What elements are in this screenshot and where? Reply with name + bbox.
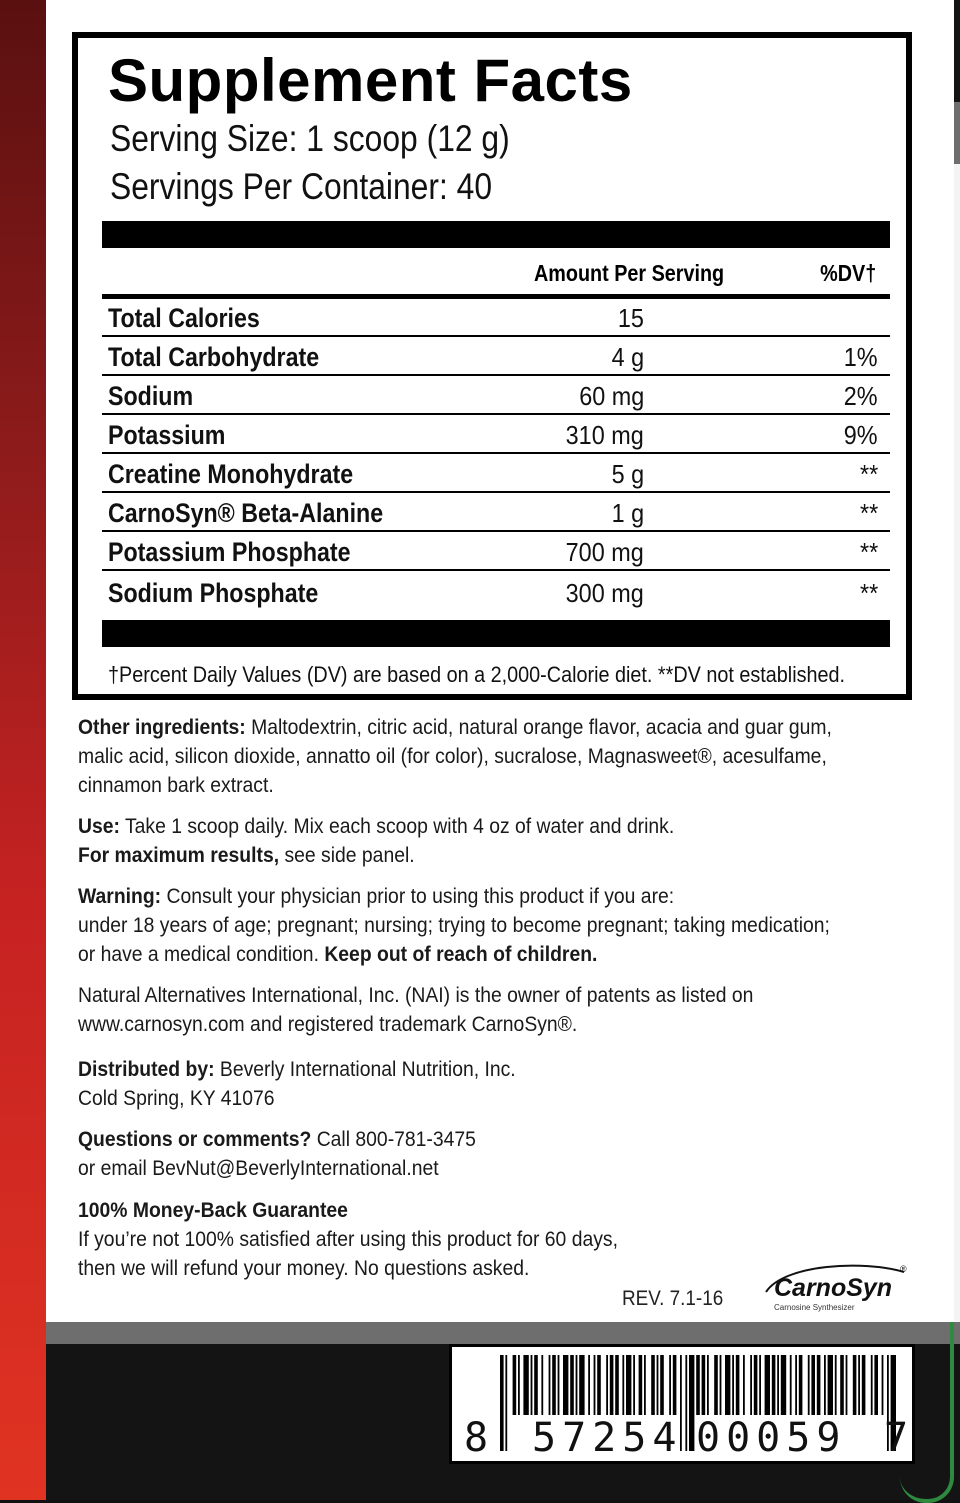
barcode-bar — [626, 1355, 631, 1415]
patent-line: www.carnosyn.com and registered trademark CarnoSyn®. — [78, 1012, 578, 1036]
barcode-bar — [846, 1355, 848, 1415]
distributor-section — [78, 1055, 516, 1113]
nutrient-name: Potassium Phosphate — [108, 537, 351, 567]
barcode — [449, 1344, 915, 1464]
thick-divider-bottom — [102, 620, 890, 647]
questions-section — [78, 1125, 476, 1183]
nutrient-amount: 4 g — [611, 342, 644, 372]
barcode-bar — [588, 1355, 590, 1415]
barcode-bar — [795, 1355, 797, 1415]
barcode-bar — [594, 1355, 596, 1415]
barcode-check-digit: 7 — [884, 1415, 909, 1461]
barcode-bar — [707, 1355, 709, 1415]
barcode-bar — [828, 1355, 833, 1415]
barcode-bar — [523, 1355, 528, 1415]
barcode-bar — [743, 1355, 745, 1415]
barcode-bar — [651, 1355, 655, 1415]
barcode-bar — [644, 1355, 646, 1415]
guarantee-line: then we will refund your money. No questions asked. — [78, 1256, 530, 1280]
nutrient-name: Sodium Phosphate — [108, 578, 319, 608]
other-ingredients-line: malic acid, silicon dioxide, annatto oil (for color), sucralose, Magnasweet®, acesulfame, — [78, 744, 827, 768]
red-side-strip — [0, 0, 46, 1500]
barcode-bar — [696, 1355, 700, 1415]
carnosyn-logo — [754, 1258, 914, 1318]
patent-notice — [78, 981, 753, 1039]
barcode-bar — [579, 1355, 584, 1415]
distributor-label: Distributed by: — [78, 1057, 215, 1081]
barcode-bar — [513, 1355, 517, 1415]
supplement-facts-box — [72, 32, 912, 700]
bottom-gray-band — [0, 1322, 960, 1344]
barcode-bar — [669, 1355, 671, 1415]
table-row — [102, 338, 890, 376]
barcode-bar — [541, 1355, 543, 1415]
barcode-bar — [759, 1355, 761, 1415]
barcode-bar — [862, 1355, 866, 1415]
barcode-bar — [817, 1355, 821, 1415]
warning-line: or have a medical condition. — [78, 942, 325, 966]
nutrient-amount: 310 mg — [565, 420, 644, 450]
barcode-bar — [673, 1355, 677, 1415]
barcode-bar — [563, 1355, 568, 1415]
barcode-bar — [736, 1355, 740, 1415]
guarantee-line: If you’re not 100% satisfied after using this product for 60 days, — [78, 1227, 618, 1251]
use-text: Take 1 scoop daily. Mix each scoop with 4 oz of water and drink. — [119, 814, 675, 838]
barcode-bar — [882, 1355, 884, 1415]
barcode-bar — [689, 1355, 694, 1451]
patent-line: Natural Alternatives International, Inc. (NAI) is the owner of patents as listed on — [78, 983, 754, 1007]
barcode-bar — [657, 1355, 659, 1415]
nutrient-dv: 1% — [844, 342, 878, 372]
questions-line: Call 800-781-3475 — [311, 1127, 476, 1151]
nutrient-dv: ** — [859, 498, 878, 528]
nutrient-dv: 2% — [844, 381, 878, 411]
barcode-bar — [871, 1355, 873, 1415]
keep-out-of-reach: Keep out of reach of children. — [324, 942, 598, 966]
barcode-bar — [799, 1355, 803, 1415]
table-row — [102, 377, 890, 415]
max-results-label: For maximum results, — [78, 843, 280, 867]
questions-label: Questions or comments? — [78, 1127, 312, 1151]
barcode-bar — [610, 1355, 614, 1415]
nutrient-name: Total Carbohydrate — [108, 342, 320, 372]
distributor-line: Beverly International Nutrition, Inc. — [214, 1057, 516, 1081]
nutrient-dv: 9% — [844, 420, 878, 450]
guarantee-title: 100% Money-Back Guarantee — [78, 1198, 348, 1222]
barcode-bar — [725, 1355, 730, 1415]
nutrient-amount: 1 g — [611, 498, 644, 528]
use-text-2: see side panel. — [279, 843, 415, 867]
amount-header: Amount Per Serving — [534, 260, 725, 286]
other-ingredients — [78, 713, 832, 800]
warning-line: Consult your physician prior to using this product if you are: — [161, 884, 675, 908]
use-label: Use: — [78, 814, 120, 838]
barcode-bar — [685, 1355, 687, 1451]
nutrient-amount: 700 mg — [565, 537, 644, 567]
guarantee-section — [78, 1196, 618, 1283]
barcode-bar — [824, 1355, 826, 1415]
table-row — [102, 574, 890, 612]
thick-divider-top — [102, 221, 890, 248]
barcode-bar — [754, 1355, 758, 1415]
warning-line: under 18 years of age; pregnant; nursing; trying to become pregnant; taking medication; — [78, 913, 830, 937]
barcode-bar — [874, 1355, 878, 1415]
nutrient-name: CarnoSyn® Beta-Alanine — [108, 498, 384, 528]
nutrient-amount: 15 — [617, 303, 644, 333]
nutrient-name: Creatine Monohydrate — [108, 459, 354, 489]
use-directions — [78, 812, 674, 870]
barcode-bar — [518, 1355, 520, 1415]
barcode-bar — [808, 1355, 810, 1415]
barcode-right-digits: 00059 — [696, 1415, 847, 1461]
logo-wordmark: CarnoSyn — [774, 1274, 893, 1302]
barcode-bar — [576, 1355, 578, 1415]
nutrient-amount: 5 g — [611, 459, 644, 489]
nutrient-amount: 60 mg — [578, 381, 644, 411]
table-row — [102, 416, 890, 454]
barcode-bar — [639, 1355, 643, 1415]
barcode-bar — [597, 1355, 601, 1415]
barcode-first-digit: 8 — [464, 1415, 489, 1461]
questions-line: or email BevNut@BeverlyInternational.net — [78, 1156, 439, 1180]
barcode-bar — [781, 1355, 786, 1415]
barcode-bar — [720, 1355, 722, 1415]
barcode-bar — [549, 1355, 551, 1415]
barcode-bar — [633, 1355, 635, 1415]
barcode-bar — [835, 1355, 837, 1415]
table-row — [102, 299, 890, 337]
nutrient-name: Total Calories — [108, 303, 260, 333]
barcode-bar — [714, 1355, 718, 1415]
logo-tagline: Carnosine Synthesizer — [774, 1303, 855, 1312]
barcode-bar — [660, 1355, 664, 1415]
barcode-bar — [765, 1355, 770, 1415]
logo-registered: ® — [900, 1264, 907, 1274]
nutrient-dv: ** — [859, 459, 878, 489]
barcode-bar — [853, 1355, 857, 1415]
barcode-left-digits: 57254 — [532, 1415, 683, 1461]
servings-per-container: Servings Per Container: 40 — [110, 166, 493, 207]
barcode-bar — [615, 1355, 619, 1415]
serving-size: Serving Size: 1 scoop (12 g) — [110, 118, 510, 159]
barcode-bar — [772, 1355, 776, 1415]
table-row — [102, 533, 890, 571]
warning-section — [78, 882, 830, 969]
other-ingredients-line: cinnamon bark extract. — [78, 773, 274, 797]
distributor-line: Cold Spring, KY 41076 — [78, 1086, 275, 1110]
barcode-bar — [552, 1355, 556, 1415]
barcode-bar — [811, 1355, 815, 1415]
barcode-bar — [531, 1355, 533, 1415]
warning-label: Warning: — [78, 884, 162, 908]
barcode-bar — [622, 1355, 624, 1415]
nutrient-name: Sodium — [108, 381, 194, 411]
facts-title: Supplement Facts — [108, 47, 633, 114]
nutrient-name: Potassium — [108, 420, 226, 450]
dv-footnote: †Percent Daily Values (DV) are based on a 2,000-Calorie diet. **DV not established. — [108, 662, 846, 687]
barcode-bar — [500, 1355, 504, 1451]
other-ingredients-label: Other ingredients: — [78, 715, 246, 739]
other-ingredients-line: Maltodextrin, citric acid, natural orange flavor, acacia and guar gum, — [245, 715, 832, 739]
barcode-bar — [732, 1355, 734, 1415]
barcode-bar — [790, 1355, 792, 1415]
table-row — [102, 455, 890, 493]
dv-header: %DV† — [819, 260, 876, 286]
barcode-bar — [534, 1355, 538, 1415]
barcode-bar — [606, 1355, 608, 1415]
barcode-bar — [702, 1355, 706, 1415]
barcode-bar — [558, 1355, 560, 1415]
barcode-bar — [570, 1355, 574, 1415]
nutrient-dv: ** — [859, 578, 878, 608]
barcode-bar — [505, 1355, 507, 1451]
barcode-bar — [840, 1355, 844, 1415]
barcode-bar — [777, 1355, 779, 1415]
nutrient-amount: 300 mg — [565, 578, 644, 608]
barcode-bar — [750, 1355, 752, 1415]
nutrient-dv: ** — [859, 537, 878, 567]
barcode-bar — [858, 1355, 860, 1415]
revision-code: REV. 7.1-16 — [622, 1287, 724, 1310]
table-row — [102, 494, 890, 532]
